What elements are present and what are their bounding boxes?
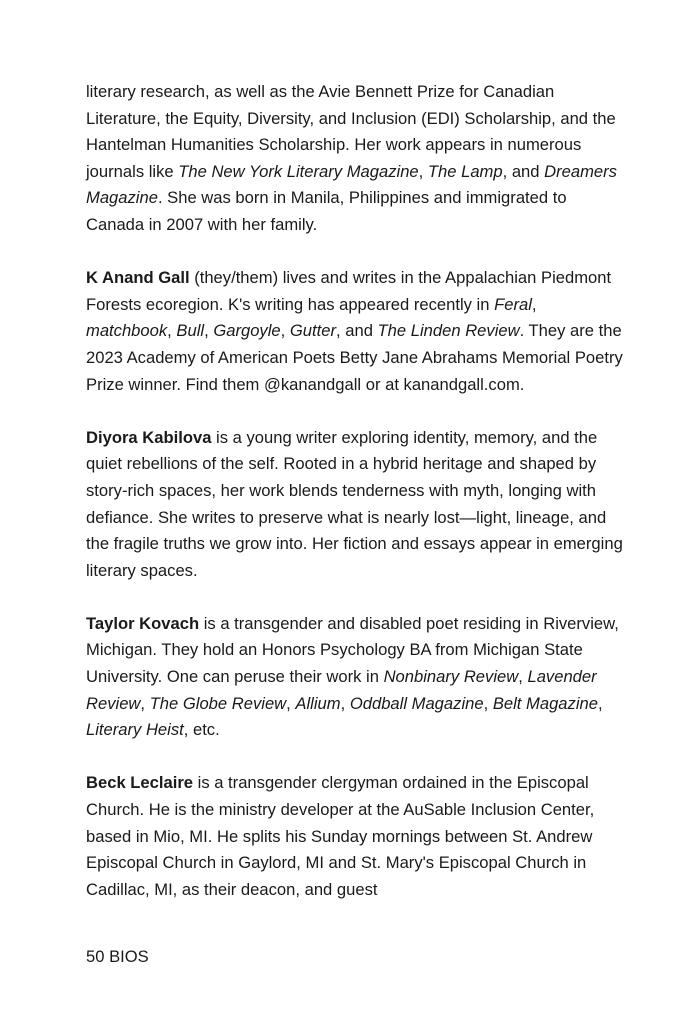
bio-text: ,: [340, 693, 350, 713]
bio-text: ,: [167, 321, 177, 341]
publication-title: Gargoyle: [213, 321, 281, 341]
publication-title: Lavender Review: [86, 667, 597, 713]
bio-text: ,: [483, 693, 493, 713]
publication-title: The New York Literary Magazine: [178, 161, 419, 181]
section-title: BIOS: [109, 947, 149, 966]
publication-title: Feral: [494, 294, 532, 314]
bio-name: K Anand Gall: [86, 268, 190, 288]
bios-content: [86, 79, 626, 903]
bio-text: . She was born in Manila, Philippines and immigrated to Canada in 2007 with her family.: [86, 188, 567, 234]
bio-text: , and: [502, 161, 545, 181]
publication-title: Nonbinary Review: [383, 667, 519, 687]
publication-title: Dreamers Magazine: [86, 161, 617, 208]
bio-paragraph: [86, 425, 626, 585]
bio-paragraph: [86, 79, 626, 239]
bio-text: , etc.: [183, 720, 220, 740]
bio-text: ,: [597, 693, 603, 713]
bio-text: ,: [418, 161, 428, 181]
bio-name: Taylor Kovach: [86, 613, 200, 633]
bio-text: , and: [336, 321, 378, 341]
bio-text: is a young writer exploring identity, memory, and the quiet rebellions of the self. Rooted in a hybrid heritage and shaped by story-rich spaces, her work blends tenderness with myth, longing with defiance. She writes to preserve what is nearly lost—light, lineage, and the fragile truths we grow into. Her fiction and essays appear in emerging literary spaces.: [86, 427, 623, 580]
bio-name: Diyora Kabilova: [86, 427, 212, 447]
bio-name: Beck Leclaire: [86, 773, 194, 793]
bio-text: literary research, as well as the Avie Bennett Prize for Canadian Literature, the Equity, Diversity, and Inclusion (EDI) Scholarship, and the Hantelman Humanities Scholarship. Her work appears in numerous journals like: [86, 82, 616, 181]
publication-title: The Linden Review: [377, 321, 520, 341]
bio-text: ,: [140, 693, 150, 713]
bio-text: (they/them) lives and writes in the Appalachian Piedmont Forests ecoregion. K's writing has appeared recently in: [86, 268, 612, 314]
bio-text: . They are the 2023 Academy of American Poets Betty Jane Abrahams Memorial Poetry Prize winner. Find them @kanandgall or at kanandgall.com.: [86, 321, 623, 394]
bio-text: ,: [204, 321, 214, 341]
bio-paragraph: [86, 770, 626, 903]
page-number: 50: [86, 947, 105, 966]
publication-title: Bull: [176, 321, 205, 341]
bio-text: ,: [518, 667, 528, 687]
publication-title: Oddball Magazine: [349, 693, 484, 713]
publication-title: The Lamp: [427, 161, 503, 181]
publication-title: The Globe Review: [149, 693, 287, 713]
publication-title: Allium: [295, 693, 341, 713]
publication-title: Belt Magazine: [492, 693, 598, 713]
bio-text: ,: [286, 693, 296, 713]
bio-text: is a transgender and disabled poet residing in Riverview, Michigan. They hold an Honors Psychology BA from Michigan State University. One can peruse their work in: [86, 613, 619, 687]
page-footer: [86, 944, 149, 970]
bio-text: is a transgender clergyman ordained in the Episcopal Church. He is the ministry developer at the AuSable Inclusion Center, based in Mio, MI. He splits his Sunday mornings between St. Andrew Episcopal Church in Gaylord, MI and St. Mary's Episcopal Church in Cadillac, MI, as their deacon, and guest: [86, 773, 595, 899]
bio-paragraph: [86, 265, 626, 398]
publication-title: Gutter: [289, 321, 337, 341]
bio-text: ,: [531, 294, 537, 314]
publication-title: matchbook: [86, 321, 168, 341]
bio-paragraph: [86, 611, 626, 744]
bio-text: ,: [280, 321, 290, 341]
publication-title: Literary Heist: [86, 720, 184, 740]
